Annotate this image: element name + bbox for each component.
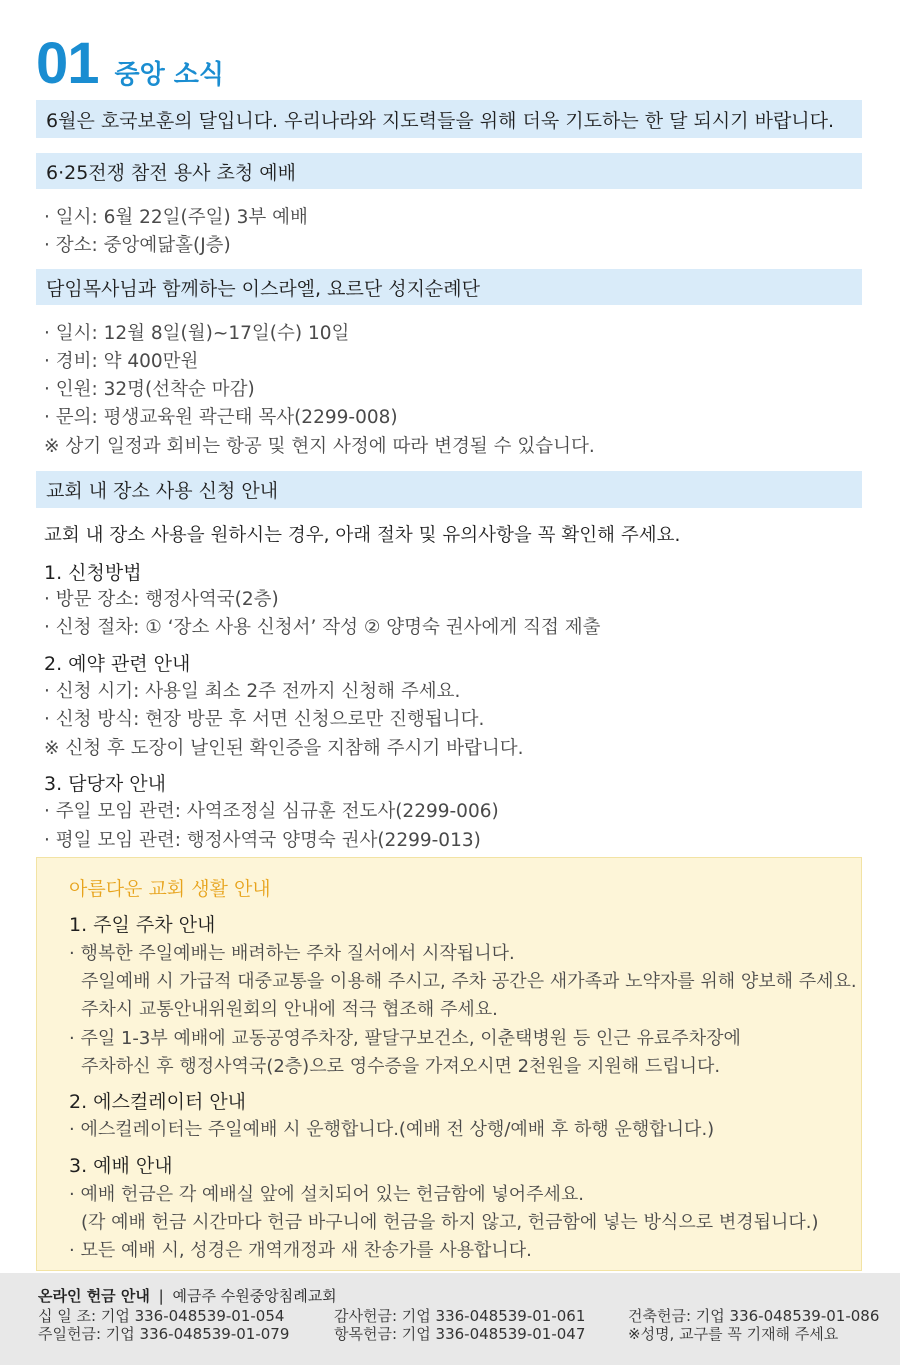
section-title: 교회 내 장소 사용 신청 안내 (46, 480, 279, 502)
list-item: · 일시: 12월 8일(월)~17일(수) 10일 (44, 323, 350, 344)
subsection-title: 3. 담당자 안내 (44, 773, 166, 795)
section-title: 담임목사님과 함께하는 이스라엘, 요르단 성지순례단 (46, 277, 480, 300)
section-title: 6·25전쟁 참전 용사 초청 예배 (46, 161, 297, 184)
list-item: · 모든 예배 시, 성경은 개역개정과 새 찬송가를 사용합니다. (69, 1240, 532, 1261)
list-item: · 주일 모임 관련: 사역조정실 심규훈 전도사(2299-006) (44, 801, 499, 822)
section-intro: 교회 내 장소 사용을 원하시는 경우, 아래 절차 및 유의사항을 꼭 확인해 주세요. (44, 525, 681, 546)
footer-title: 온라인 헌금 안내 (38, 1287, 150, 1305)
notice-title: 아름다운 교회 생활 안내 (69, 878, 271, 900)
list-item: · 신청 방식: 현장 방문 후 서면 신청으로만 진행됩니다. (44, 709, 485, 730)
section-heading-venue (36, 471, 862, 508)
list-item: · 예배 헌금은 각 예배실 앞에 설치되어 있는 헌금함에 넣어주세요. (69, 1184, 585, 1205)
online-offering-footer (0, 1273, 900, 1365)
account-thanks: 감사헌금: 기업 336-048539-01-061 (334, 1307, 586, 1325)
section-number: 01 (36, 31, 99, 96)
account-tithe: 십 일 조: 기업 336-048539-01-054 (38, 1307, 285, 1325)
footer-note: ※성명, 교구를 꼭 기재해 주세요 (628, 1325, 839, 1343)
list-item: (각 예배 헌금 시간마다 헌금 바구니에 헌금을 하지 않고, 헌금함에 넣는 방식으로 변경됩니다.) (81, 1212, 819, 1233)
subsection-title: 1. 주일 주차 안내 (69, 914, 216, 936)
list-item: · 경비: 약 400만원 (44, 351, 199, 372)
account-holder: 예금주 수원중앙침례교회 (172, 1287, 337, 1305)
intro-text: 6월은 호국보훈의 달입니다. 우리나라와 지도력들을 위해 더욱 기도하는 한 달 되시기 바랍니다. (46, 109, 835, 132)
list-item: · 문의: 평생교육원 곽근태 목사(2299-008) (44, 407, 398, 428)
intro-banner (36, 100, 862, 138)
note-text: ※ 상기 일정과 회비는 항공 및 현지 사정에 따라 변경될 수 있습니다. (44, 436, 595, 457)
subsection-title: 2. 예약 관련 안내 (44, 653, 191, 675)
church-life-notice-box (36, 857, 862, 1271)
footer-divider: | (158, 1287, 164, 1305)
account-sunday: 주일헌금: 기업 336-048539-01-079 (38, 1325, 290, 1343)
list-item: · 주일 1-3부 예배에 교동공영주차장, 팔달구보건소, 이춘택병원 등 인근 유료주차장에 (69, 1028, 741, 1049)
list-item: · 에스컬레이터는 주일예배 시 운행합니다.(예배 전 상행/예배 후 하행 운행합니다.) (69, 1119, 715, 1140)
subsection-title: 1. 신청방법 (44, 562, 142, 584)
list-item: · 행복한 주일예배는 배려하는 주차 질서에서 시작됩니다. (69, 943, 515, 964)
section-heading-pilgrimage (36, 269, 862, 305)
list-item: 주일예배 시 가급적 대중교통을 이용해 주시고, 주차 공간은 새가족과 노약자를 위해 양보해 주세요. (81, 971, 857, 992)
list-item: · 신청 시기: 사용일 최소 2주 전까지 신청해 주세요. (44, 681, 461, 702)
note-text: ※ 신청 후 도장이 날인된 확인증을 지참해 주시기 바랍니다. (44, 738, 524, 759)
account-building: 건축헌금: 기업 336-048539-01-086 (628, 1307, 880, 1325)
list-item: · 일시: 6월 22일(주일) 3부 예배 (44, 207, 308, 228)
list-item: 주차시 교통안내위원회의 안내에 적극 협조해 주세요. (81, 999, 498, 1020)
list-item: · 신청 절차: ① ‘장소 사용 신청서’ 작성 ② 양명숙 권사에게 직접 제출 (44, 617, 601, 638)
subsection-title: 2. 에스컬레이터 안내 (69, 1091, 247, 1113)
section-heading-veterans (36, 153, 862, 189)
list-item: 주차하신 후 행정사역국(2층)으로 영수증을 가져오시면 2천원을 지원해 드립니다. (81, 1056, 721, 1077)
list-item: · 인원: 32명(선착순 마감) (44, 379, 255, 400)
list-item: · 방문 장소: 행정사역국(2층) (44, 589, 279, 610)
page-title: 중앙 소식 (114, 60, 225, 90)
page-header (36, 30, 225, 96)
account-item: 항목헌금: 기업 336-048539-01-047 (334, 1325, 586, 1343)
list-item: · 장소: 중앙예닮홀(J층) (44, 235, 231, 256)
footer-heading (38, 1285, 337, 1306)
list-item: · 평일 모임 관련: 행정사역국 양명숙 권사(2299-013) (44, 830, 481, 851)
subsection-title: 3. 예배 안내 (69, 1155, 173, 1177)
